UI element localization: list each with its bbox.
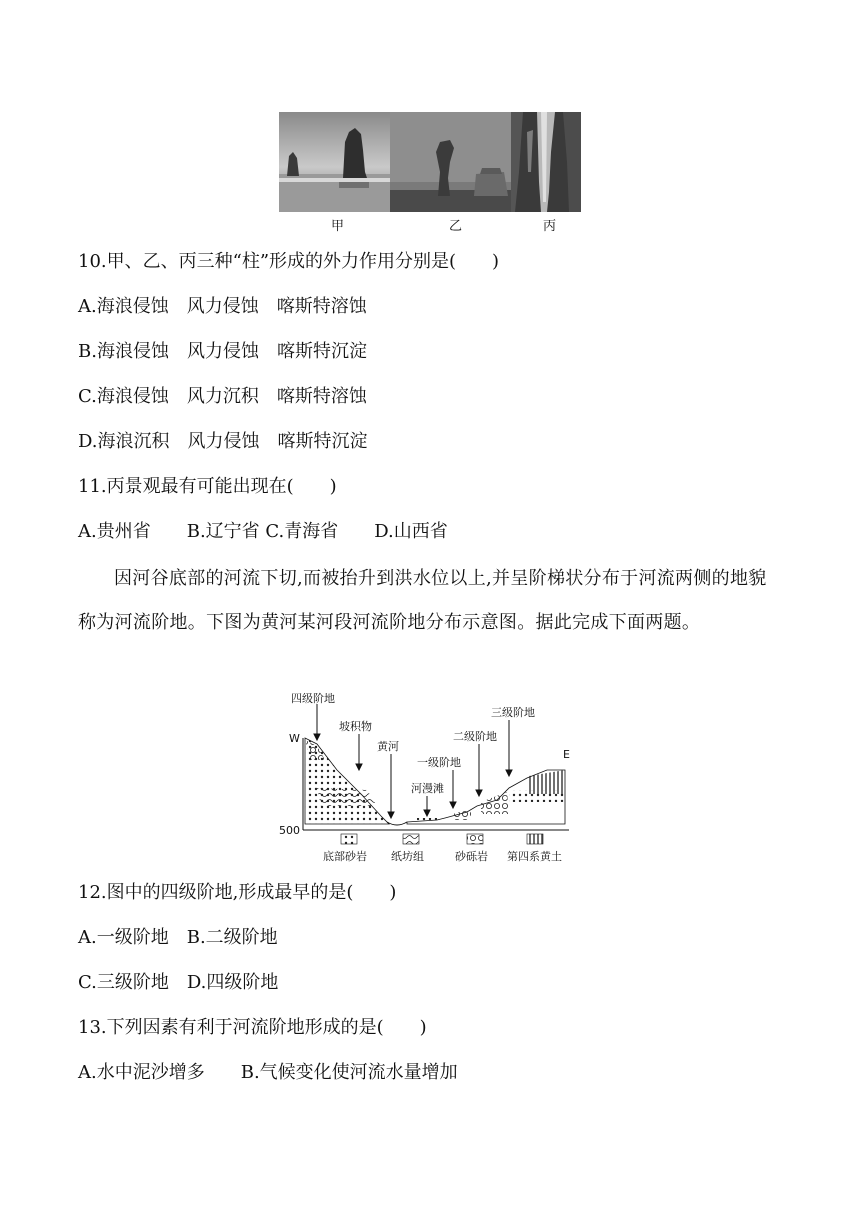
label-level3: 三级阶地 xyxy=(491,706,535,719)
legend-swatch-sandstone xyxy=(341,834,357,844)
river-terrace-diagram xyxy=(277,690,587,870)
question-11-stem: 11.丙景观最有可能出现在( ) xyxy=(78,476,337,497)
legend-loess: 第四系黄土 xyxy=(507,850,562,863)
label-yellow-river: 黄河 xyxy=(377,740,399,753)
photo-wind-pillar xyxy=(390,112,511,212)
caption-yi: 乙 xyxy=(449,219,463,234)
label-level1: 一级阶地 xyxy=(417,756,461,769)
photo-karst-column xyxy=(511,112,581,212)
caption-bing: 丙 xyxy=(543,219,557,234)
question-10-option-b: B.海浪侵蚀 风力侵蚀 喀斯特沉淀 xyxy=(78,341,367,362)
label-west: W xyxy=(289,732,300,745)
label-level4: 四级阶地 xyxy=(291,692,335,705)
label-floodplain: 河漫滩 xyxy=(411,782,444,795)
question-12-options-1: A.一级阶地 B.二级阶地 xyxy=(78,927,278,948)
question-10-stem: 10.甲、乙、丙三种“柱”形成的外力作用分别是( ) xyxy=(78,251,500,272)
question-12-options-2: C.三级阶地 D.四级阶地 xyxy=(78,972,279,993)
label-elevation: 500 xyxy=(279,824,300,837)
legend-swatch-loess xyxy=(527,834,543,844)
question-10-option-a: A.海浪侵蚀 风力侵蚀 喀斯特溶蚀 xyxy=(78,296,367,317)
label-level2: 二级阶地 xyxy=(453,730,497,743)
question-10-option-c: C.海浪侵蚀 风力沉积 喀斯特溶蚀 xyxy=(78,386,367,407)
question-10-option-d: D.海浪沉积 风力侵蚀 喀斯特沉淀 xyxy=(78,431,368,452)
question-13-stem: 13.下列因素有利于河流阶地形成的是( ) xyxy=(78,1017,427,1038)
question-13-options: A.水中泥沙增多 B.气候变化使河流水量增加 xyxy=(78,1062,458,1083)
label-east: E xyxy=(563,748,570,761)
caption-jia: 甲 xyxy=(331,219,345,234)
photo-strip xyxy=(279,112,581,234)
label-colluvium: 坡积物 xyxy=(339,720,372,733)
question-12-stem: 12.图中的四级阶地,形成最早的是( ) xyxy=(78,882,397,903)
passage-text: 因河谷底部的河流下切,而被抬升到洪水位以上,并呈阶梯状分布于河流两侧的地貌称为河流阶地。下图为黄河某河段河流阶地分布示意图。据此完成下面两题。 xyxy=(78,568,767,633)
question-11-options: A.贵州省 B.辽宁省 C.青海省 D.山西省 xyxy=(78,521,448,542)
legend-swatch-conglomerate xyxy=(467,834,483,844)
legend-zhifang: 纸坊组 xyxy=(391,850,424,863)
legend-sandstone: 底部砂岩 xyxy=(323,850,367,863)
legend-conglomerate: 砂砾岩 xyxy=(455,850,488,863)
legend-swatch-zhifang xyxy=(403,834,419,844)
photo-sea-stack xyxy=(279,112,390,212)
